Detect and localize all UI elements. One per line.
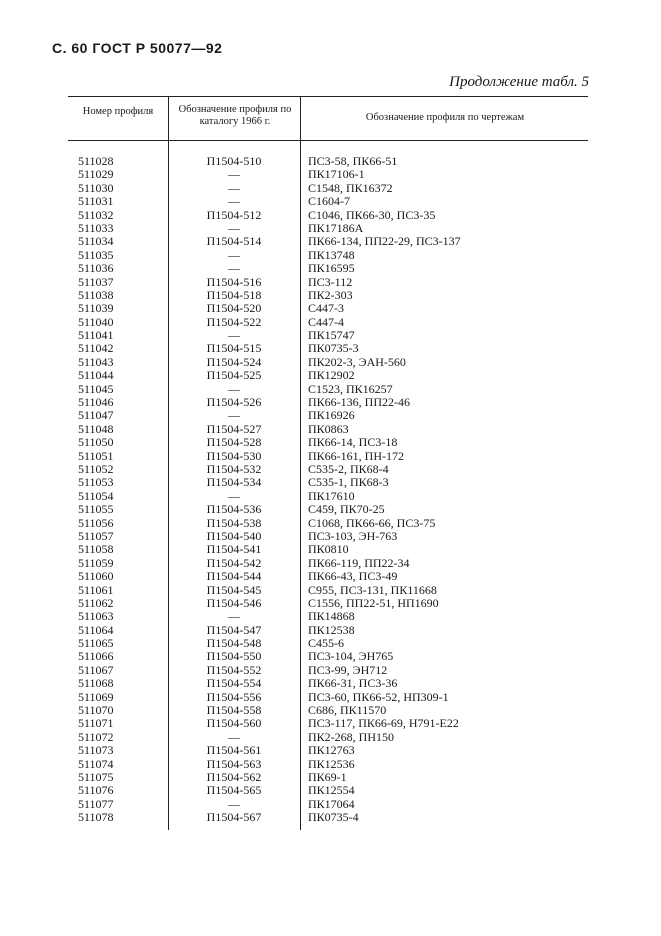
- catalog-designation-cell: П1504-561: [206, 743, 262, 758]
- table-row: [0, 209, 661, 222]
- drawing-designation-cell: С455-6: [308, 636, 344, 651]
- table-row: [0, 744, 661, 757]
- drawing-designation-cell: ПК2-303: [308, 287, 353, 302]
- catalog-designation-cell: П1504-530: [206, 448, 262, 463]
- catalog-designation-cell: П1504-534: [206, 475, 262, 490]
- catalog-designation-cell: П1504-554: [206, 676, 262, 691]
- drawing-designation-cell: ПК66-14, ПС3-18: [308, 435, 398, 450]
- catalog-designation-cell: —: [228, 381, 240, 396]
- profile-number-cell: 511062: [78, 595, 114, 610]
- drawing-designation-cell: С535-2, ПК68-4: [308, 461, 389, 476]
- table-row: [0, 329, 661, 342]
- drawing-designation-cell: С447-3: [308, 301, 344, 316]
- table-row: [0, 503, 661, 516]
- table-row: [0, 811, 661, 824]
- drawing-designation-cell: С447-4: [308, 314, 344, 329]
- profile-number-cell: 511074: [78, 756, 114, 771]
- drawing-designation-cell: С1068, ПК66-66, ПС3-75: [308, 515, 436, 530]
- catalog-designation-cell: П1504-532: [206, 461, 262, 476]
- drawing-designation-cell: ПК0735-3: [308, 341, 359, 356]
- table-row: [0, 584, 661, 597]
- profile-number-cell: 511042: [78, 341, 114, 356]
- profile-number-cell: 511061: [78, 582, 114, 597]
- drawing-designation-cell: ПК13748: [308, 247, 355, 262]
- profile-number-cell: 511058: [78, 542, 114, 557]
- table-row: [0, 463, 661, 476]
- drawing-designation-cell: ПК66-161, ПН-172: [308, 448, 404, 463]
- catalog-designation-cell: П1504-522: [206, 314, 262, 329]
- page-header: С. 60 ГОСТ Р 50077—92: [52, 40, 223, 56]
- table-row: [0, 597, 661, 610]
- catalog-designation-cell: П1504-540: [206, 528, 262, 543]
- catalog-designation-cell: —: [228, 796, 240, 811]
- table-row: [0, 342, 661, 355]
- catalog-designation-cell: П1504-550: [206, 649, 262, 664]
- profile-number-cell: 511029: [78, 167, 114, 182]
- table-row: [0, 570, 661, 583]
- drawing-designation-cell: ПС3-112: [308, 274, 353, 289]
- profile-number-cell: 511037: [78, 274, 114, 289]
- table-row: [0, 731, 661, 744]
- table-row: [0, 543, 661, 556]
- profile-number-cell: 511063: [78, 609, 114, 624]
- catalog-designation-cell: П1504-527: [206, 421, 262, 436]
- drawing-designation-cell: ПК66-43, ПС3-49: [308, 569, 398, 584]
- table-row: [0, 704, 661, 717]
- drawing-designation-cell: С1548, ПК16372: [308, 180, 393, 195]
- table-row: [0, 168, 661, 181]
- profile-number-cell: 511039: [78, 301, 114, 316]
- catalog-designation-cell: П1504-548: [206, 636, 262, 651]
- catalog-designation-cell: П1504-546: [206, 595, 262, 610]
- table-row: [0, 436, 661, 449]
- catalog-designation-cell: П1504-526: [206, 395, 262, 410]
- profile-number-cell: 511031: [78, 194, 114, 209]
- profile-number-cell: 511028: [78, 154, 114, 168]
- table-row: [0, 677, 661, 690]
- catalog-designation-cell: —: [228, 220, 240, 235]
- profile-number-cell: 511059: [78, 555, 114, 570]
- catalog-designation-cell: П1504-516: [206, 274, 262, 289]
- catalog-designation-cell: П1504-525: [206, 368, 262, 383]
- drawing-designation-cell: ПК66-134, ПП22-29, ПС3-137: [308, 234, 461, 249]
- table-continuation-label: Продолжение табл. 5: [449, 74, 589, 90]
- profile-number-cell: 511046: [78, 395, 114, 410]
- table-row: [0, 222, 661, 235]
- catalog-designation-cell: П1504-518: [206, 287, 262, 302]
- drawing-designation-cell: С686, ПК11570: [308, 703, 387, 718]
- catalog-designation-cell: —: [228, 167, 240, 182]
- profile-number-cell: 511038: [78, 287, 114, 302]
- profile-number-cell: 511077: [78, 796, 114, 811]
- profile-number-cell: 511053: [78, 475, 114, 490]
- catalog-designation-cell: П1504-558: [206, 703, 262, 718]
- drawing-designation-cell: С535-1, ПК68-3: [308, 475, 389, 490]
- table-row: [0, 530, 661, 543]
- profile-number-cell: 511065: [78, 636, 114, 651]
- profile-number-cell: 511035: [78, 247, 114, 262]
- table-row: [0, 182, 661, 195]
- profile-number-cell: 511044: [78, 368, 114, 383]
- catalog-designation-cell: П1504-560: [206, 716, 262, 731]
- drawing-designation-cell: ПК66-31, ПС3-36: [308, 676, 398, 691]
- table-row: [0, 369, 661, 382]
- drawing-designation-cell: ПК14868: [308, 609, 355, 624]
- drawing-designation-cell: ПК12902: [308, 368, 355, 383]
- drawing-designation-cell: ПК69-1: [308, 769, 347, 784]
- table-row: [0, 383, 661, 396]
- catalog-designation-cell: П1504-544: [206, 569, 262, 584]
- table-row: [0, 557, 661, 570]
- catalog-designation-cell: П1504-563: [206, 756, 262, 771]
- profile-number-cell: 511070: [78, 703, 114, 718]
- table-row: [0, 490, 661, 503]
- profile-number-cell: 511073: [78, 743, 114, 758]
- table-row: [0, 798, 661, 811]
- table-row: [0, 771, 661, 784]
- profile-number-cell: 511030: [78, 180, 114, 195]
- drawing-designation-cell: ПК17186А: [308, 220, 364, 235]
- drawing-designation-cell: С1556, ПП22-51, НП1690: [308, 595, 439, 610]
- catalog-designation-cell: П1504-520: [206, 301, 262, 316]
- table-row: [0, 650, 661, 663]
- catalog-designation-cell: П1504-565: [206, 783, 262, 798]
- drawing-designation-cell: ПС3-58, ПК66-51: [308, 154, 398, 168]
- drawing-designation-cell: ПС3-103, ЭН-763: [308, 528, 398, 543]
- catalog-designation-cell: —: [228, 609, 240, 624]
- drawing-designation-cell: ПК0735-4: [308, 810, 359, 825]
- drawing-designation-cell: ПК17106-1: [308, 167, 365, 182]
- drawing-designation-cell: ПК12763: [308, 743, 355, 758]
- profile-number-cell: 511076: [78, 783, 114, 798]
- table-row: [0, 409, 661, 422]
- table-row: [0, 249, 661, 262]
- profile-number-cell: 511047: [78, 408, 114, 423]
- table-row: [0, 664, 661, 677]
- table-row: [0, 396, 661, 409]
- catalog-designation-cell: —: [228, 408, 240, 423]
- catalog-designation-cell: П1504-514: [206, 234, 262, 249]
- catalog-designation-cell: П1504-538: [206, 515, 262, 530]
- drawing-designation-cell: ПК12554: [308, 783, 355, 798]
- table-row: [0, 302, 661, 315]
- drawing-designation-cell: ПС3-99, ЭН712: [308, 662, 388, 677]
- drawing-designation-cell: С1523, ПК16257: [308, 381, 393, 396]
- drawing-designation-cell: ПК0810: [308, 542, 349, 557]
- table-row: [0, 316, 661, 329]
- catalog-designation-cell: П1504-562: [206, 769, 262, 784]
- column-header-number: Номер профиля: [82, 106, 154, 117]
- drawing-designation-cell: ПК202-3, ЭАН-560: [308, 354, 406, 369]
- table-row: [0, 356, 661, 369]
- catalog-designation-cell: —: [228, 729, 240, 744]
- drawing-designation-cell: ПС3-117, ПК66-69, Н791-Е22: [308, 716, 459, 731]
- catalog-designation-cell: —: [228, 194, 240, 209]
- table-row: [0, 476, 661, 489]
- column-header-drawings: Обозначение профиля по чертежам: [365, 112, 525, 123]
- catalog-designation-cell: П1504-552: [206, 662, 262, 677]
- drawing-designation-cell: ПК0863: [308, 421, 349, 436]
- drawing-designation-cell: ПК15747: [308, 328, 355, 343]
- profile-number-cell: 511043: [78, 354, 114, 369]
- profile-number-cell: 511056: [78, 515, 114, 530]
- profile-number-cell: 511034: [78, 234, 114, 249]
- drawing-designation-cell: ПК17610: [308, 488, 355, 503]
- profile-number-cell: 511064: [78, 622, 114, 637]
- profile-number-cell: 511041: [78, 328, 114, 343]
- profile-number-cell: 511075: [78, 769, 114, 784]
- table-row: [0, 235, 661, 248]
- table-row: [0, 195, 661, 208]
- table-row: [0, 155, 661, 168]
- profile-number-cell: 511067: [78, 662, 114, 677]
- catalog-designation-cell: —: [228, 488, 240, 503]
- table-top-rule: [68, 96, 588, 97]
- table-row: [0, 717, 661, 730]
- catalog-designation-cell: П1504-542: [206, 555, 262, 570]
- profile-number-cell: 511054: [78, 488, 114, 503]
- profile-number-cell: 511040: [78, 314, 114, 329]
- profile-number-cell: 511071: [78, 716, 114, 731]
- profile-number-cell: 511036: [78, 261, 114, 276]
- drawing-designation-cell: ПК66-119, ПП22-34: [308, 555, 410, 570]
- catalog-designation-cell: —: [228, 180, 240, 195]
- profile-number-cell: 511057: [78, 528, 114, 543]
- table-row: [0, 289, 661, 302]
- catalog-designation-cell: П1504-510: [206, 154, 262, 168]
- profile-number-cell: 511060: [78, 569, 114, 584]
- profile-number-cell: 511032: [78, 207, 114, 222]
- table-row: [0, 423, 661, 436]
- profile-number-cell: 511055: [78, 502, 114, 517]
- catalog-designation-cell: П1504-547: [206, 622, 262, 637]
- table-row: [0, 637, 661, 650]
- catalog-designation-cell: П1504-541: [206, 542, 262, 557]
- drawing-designation-cell: ПК12536: [308, 756, 355, 771]
- catalog-designation-cell: П1504-524: [206, 354, 262, 369]
- catalog-designation-cell: —: [228, 328, 240, 343]
- profile-number-cell: 511048: [78, 421, 114, 436]
- profile-number-cell: 511072: [78, 729, 114, 744]
- drawing-designation-cell: ПС3-60, ПК66-52, НП309-1: [308, 689, 449, 704]
- table-body: [0, 155, 661, 825]
- profile-number-cell: 511069: [78, 689, 114, 704]
- table-row: [0, 758, 661, 771]
- profile-number-cell: 511078: [78, 810, 114, 825]
- profile-number-cell: 511068: [78, 676, 114, 691]
- drawing-designation-cell: С1046, ПК66-30, ПС3-35: [308, 207, 436, 222]
- table-row: [0, 276, 661, 289]
- catalog-designation-cell: П1504-545: [206, 582, 262, 597]
- profile-number-cell: 511045: [78, 381, 114, 396]
- drawing-designation-cell: С955, ПС3-131, ПК11668: [308, 582, 437, 597]
- drawing-designation-cell: С1604-7: [308, 194, 350, 209]
- table-row: [0, 450, 661, 463]
- drawing-designation-cell: ПК16926: [308, 408, 355, 423]
- profile-number-cell: 511033: [78, 220, 114, 235]
- profile-number-cell: 511051: [78, 448, 114, 463]
- catalog-designation-cell: П1504-556: [206, 689, 262, 704]
- catalog-designation-cell: П1504-528: [206, 435, 262, 450]
- drawing-designation-cell: ПК66-136, ПП22-46: [308, 395, 410, 410]
- drawing-designation-cell: ПС3-104, ЭН765: [308, 649, 394, 664]
- profile-number-cell: 511050: [78, 435, 114, 450]
- table-row: [0, 262, 661, 275]
- table-header-rule: [68, 140, 588, 141]
- table-row: [0, 691, 661, 704]
- table-row: [0, 784, 661, 797]
- catalog-designation-cell: П1504-536: [206, 502, 262, 517]
- table-row: [0, 610, 661, 623]
- column-header-catalog: Обозначение профиля по каталогу 1966 г.: [178, 104, 292, 127]
- table-row: [0, 517, 661, 530]
- catalog-designation-cell: П1504-512: [206, 207, 262, 222]
- drawing-designation-cell: С459, ПК70-25: [308, 502, 385, 517]
- profile-number-cell: 511066: [78, 649, 114, 664]
- profile-number-cell: 511052: [78, 461, 114, 476]
- drawing-designation-cell: ПК12538: [308, 622, 355, 637]
- catalog-designation-cell: П1504-515: [206, 341, 262, 356]
- catalog-designation-cell: П1504-567: [206, 810, 262, 825]
- drawing-designation-cell: ПК17064: [308, 796, 355, 811]
- catalog-designation-cell: —: [228, 261, 240, 276]
- drawing-designation-cell: ПК16595: [308, 261, 355, 276]
- drawing-designation-cell: ПК2-268, ПН150: [308, 729, 394, 744]
- catalog-designation-cell: —: [228, 247, 240, 262]
- table-row: [0, 624, 661, 637]
